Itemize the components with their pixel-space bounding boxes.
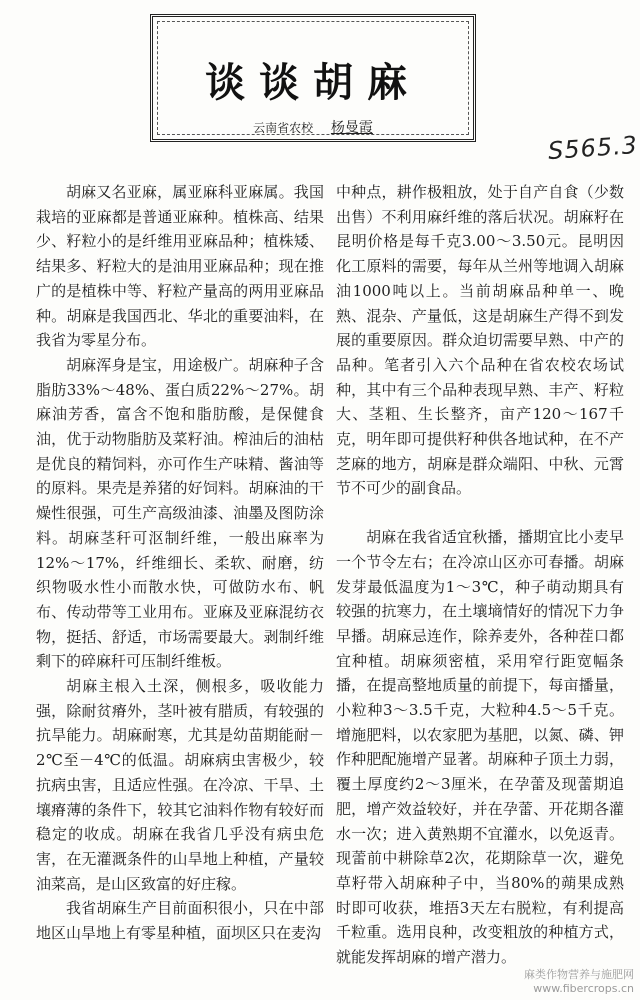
paragraph: 胡麻主根入土深，侧根多，吸收能力强，除耐贫瘠外，茎叶被有腊质，有较强的抗旱能力。胡麻耐寒，尤其是幼苗期能耐－2℃至－4℃的低温。胡麻病虫害极少，较抗病虫害，且适应性强。在冷凉、干旱、土壤瘠薄的条件下，较其它油料作物有较好而稳定的收成。胡麻在我省几乎没有病虫危害，在无灌溉条件的山旱地上种植，产量较油菜高，是山区致富的好庄稼。	[36, 677, 324, 893]
site-watermark	[524, 968, 634, 996]
watermark-site-name: 麻类作物营养与施肥网	[524, 968, 634, 981]
left-column	[36, 180, 324, 946]
paragraph: 胡麻在我省适宜秋播，播期宜比小麦早一个节令左右；在冷凉山区亦可春播。胡麻发芽最低温度为1～3℃，种子萌动期具有较强的抗寒力，在土壤墒情好的情况下力争早播。胡麻忌连作，除养麦外，各种茬口都宜种植。胡麻须密植，采用窄行距宽幅条播，在提高整地质量的前提下，每亩播量，小粒种3～3.5千克，大粒种4.5～5千克。增施肥料，以农家肥为基肥，以氮、磷、钾作种肥配施增产显著。胡麻种子顶土力弱，覆土厚度约2～3厘米，在孕蕾及现蕾期追肥，增产效益较好，并在孕蕾、开花期各灌水一次；进入黄熟期不宜灌水，以免返青。现蕾前中耕除草2次，花期除草一次，避免草籽带入胡麻种子中，当80%的蒴果成熟时即可收获，堆捂3天左右脱粒，有利提高千粒重。选用良种，改变粗放的种植方式，就能发挥胡麻的增产潜力。	[336, 528, 624, 967]
paragraph: 胡麻又名亚麻，属亚麻科亚麻属。我国栽培的亚麻都是普通亚麻种。植株高、结果少、籽粒小的是纤维用亚麻品种；植株矮、结果多、籽粒大的是油用亚麻品种；现在推广的是植株中等、籽粒产量高的两用亚麻品种。胡麻是我国西北、华北的重要油料，在我省为零星分布。	[36, 183, 324, 350]
author-name: 杨曼霞	[330, 120, 373, 136]
byline	[153, 117, 473, 137]
author-affiliation: 云南省农校	[253, 121, 314, 135]
paragraph: 我省胡麻生产目前面积很小，只在中部地区山旱地上有零星种植，面坝区只在麦沟	[36, 899, 324, 943]
article-title: 谈谈胡麻	[205, 60, 421, 106]
watermark-url: www.fibercrops.cn	[533, 982, 634, 995]
right-column	[336, 180, 624, 970]
paragraph: 胡麻浑身是宝，用途极广。胡麻种子含脂肪33%～48%、蛋白质22%～27%。胡麻油芳香，富含不饱和脂肪酸，是保健食油，优于动物脂肪及菜籽油。榨油后的油枯是优良的精饲料，亦可作生产味精、酱油等的原料。果壳是养猪的好饲料。胡麻油的干燥性很强，可生产高级油漆、油墨及图防涂料。胡麻茎秆可沤制纤维，一般出麻率为12%～17%，纤维细长、柔软、耐磨，纺织物吸水性小而散水快，可做防水布、帆布、传动带等工业用布。亚麻及亚麻混纺衣物，挺括、舒适，市场需要最大。剥制纤维剩下的碎麻秆可压制纤维板。	[36, 355, 324, 671]
title-frame	[150, 14, 476, 142]
handwritten-classification-code: S565.3	[547, 130, 639, 166]
paragraph: 中种点，耕作极粗放，处于自产自食（少数出售）不利用麻纤维的落后状况。胡麻籽在昆明价格是每千克3.00～3.50元。昆明因化工原料的需要，每年从兰州等地调入胡麻油1000吨以上。当前胡麻品种单一、晚熟、混杂、产量低，这是胡麻生产得不到发展的重要原因。群众迫切需要早熟、中产的品种。笔者引入六个品种在省农校农场试种，其中有三个品种表现早熟、丰产、籽粒大、茎粗、生长整齐，亩产120～167千克，明年即可提供籽种供各地试种，在不产芝麻的地方，胡麻是群众端阳、中秋、元霄节不可少的副食品。	[336, 183, 624, 498]
